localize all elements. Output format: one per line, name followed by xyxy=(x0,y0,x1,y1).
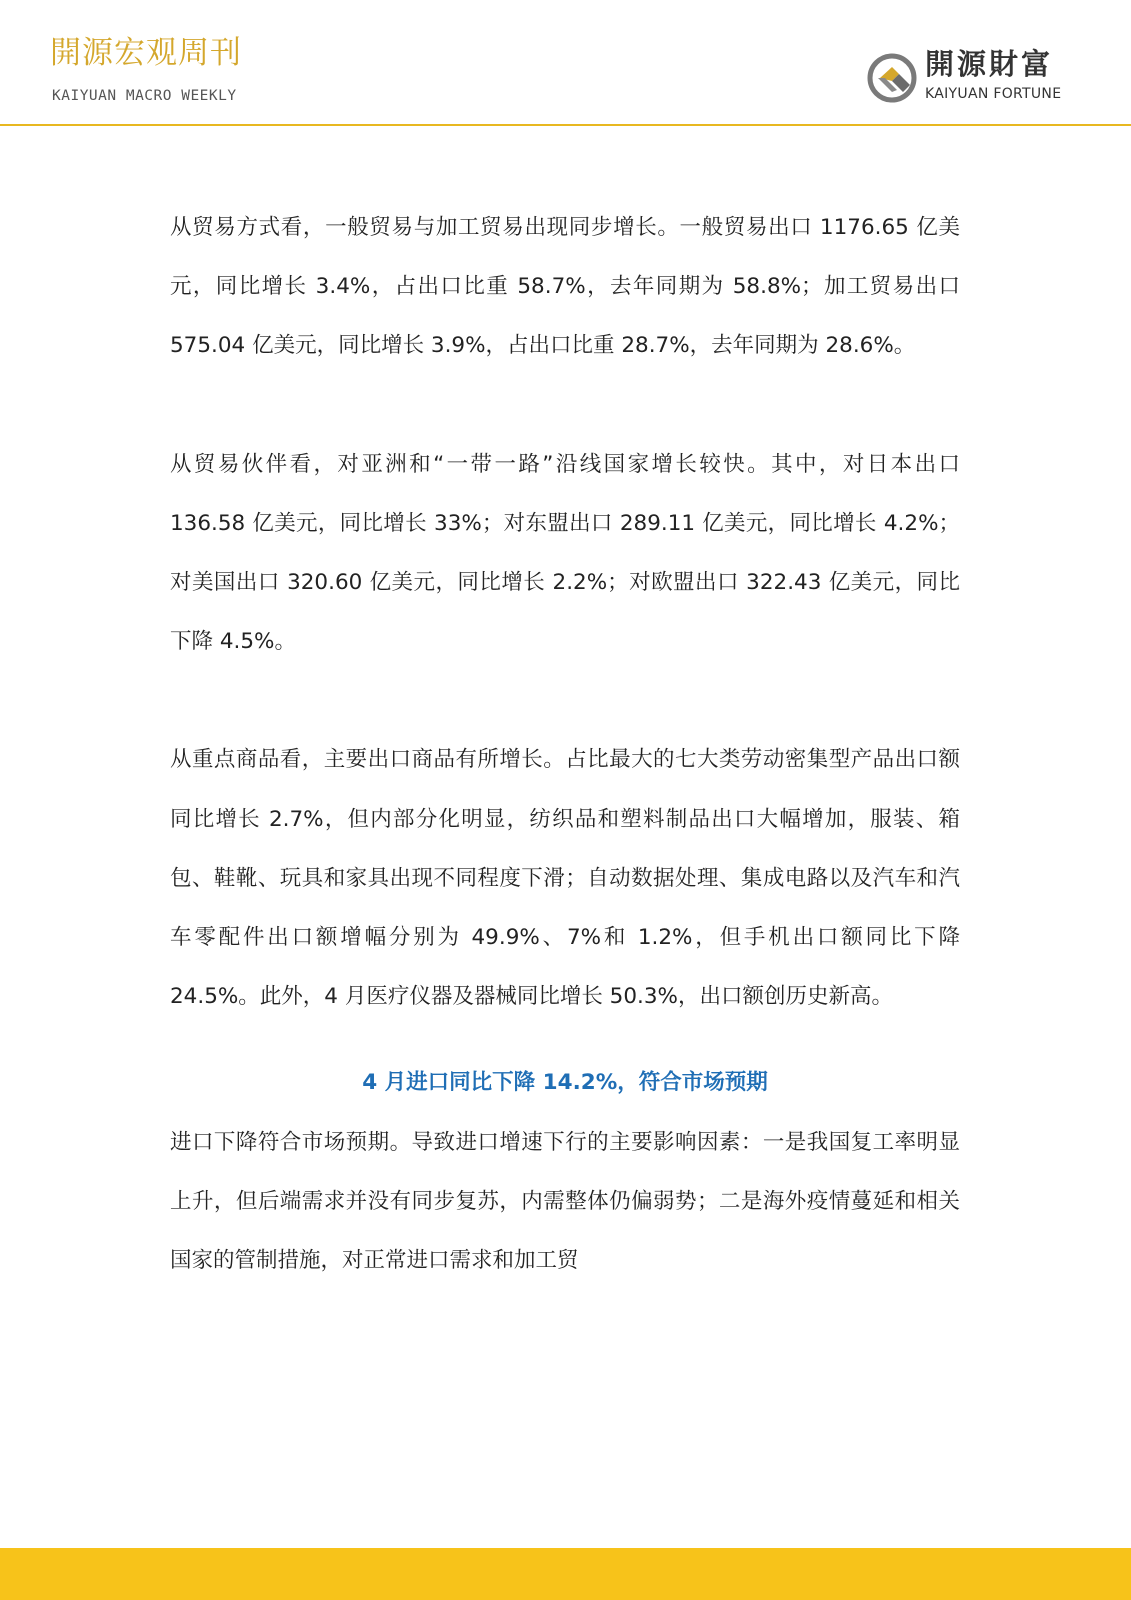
kaiyuan-logo-icon xyxy=(866,52,926,104)
logo-english: KAIYUAN FORTUNE xyxy=(925,86,1062,102)
logo-wordmark: 開源財富 xyxy=(925,47,1054,81)
paragraph-key-commodities: 从重点商品看，主要出口商品有所增长。占比最大的七大类劳动密集型产品出口额同比增长 2.7%，但内部分化明显，纺织品和塑料制品出口大幅增加，服装、箱包、鞋靴、玩具和家具出现不同程度下滑；自动数据处理、集成电路以及汽车和汽车零配件出口额增幅分别为 49.9%、7%和 1.2%，但手机出口额同比下降 24.5%。此外，4 月医疗仪器及器械同比增长 50.3%，出口额创历史新高。 xyxy=(170,747,960,1010)
footer-bar xyxy=(0,1548,1131,1600)
section-heading-imports: 4 月进口同比下降 14.2%，符合市场预期 xyxy=(362,1070,768,1096)
paragraph-trade-mode: 从贸易方式看，一般贸易与加工贸易出现同步增长。一般贸易出口 1176.65 亿美元，同比增长 3.4%，占出口比重 58.7%，去年同期为 58.8%；加工贸易出口 575.04 亿美元，同比增长 3.9%，占出口比重 28.7%，去年同期为 28.6%。 xyxy=(170,215,960,359)
brand-title: 開源宏观周刊 xyxy=(50,35,242,71)
page-header xyxy=(0,0,1131,128)
report-body xyxy=(170,198,960,1290)
header-divider xyxy=(0,124,1131,126)
paragraph-trade-partners: 从贸易伙伴看，对亚洲和“一带一路”沿线国家增长较快。其中，对日本出口 136.58 亿美元，同比增长 33%；对东盟出口 289.11 亿美元，同比增长 4.2%；对美国出口 320.60 亿美元，同比增长 2.2%；对欧盟出口 322.43 亿美元，同比下降 4.5%。 xyxy=(170,451,960,655)
paragraph-imports: 进口下降符合市场预期。导致进口增速下行的主要影响因素：一是我国复工率明显上升，但后端需求并没有同步复苏，内需整体仍偏弱势；二是海外疫情蔓延和相关国家的管制措施，对正常进口需求和加工贸 xyxy=(170,1129,960,1274)
brand-subtitle: KAIYUAN MACRO WEEKLY xyxy=(52,88,237,104)
